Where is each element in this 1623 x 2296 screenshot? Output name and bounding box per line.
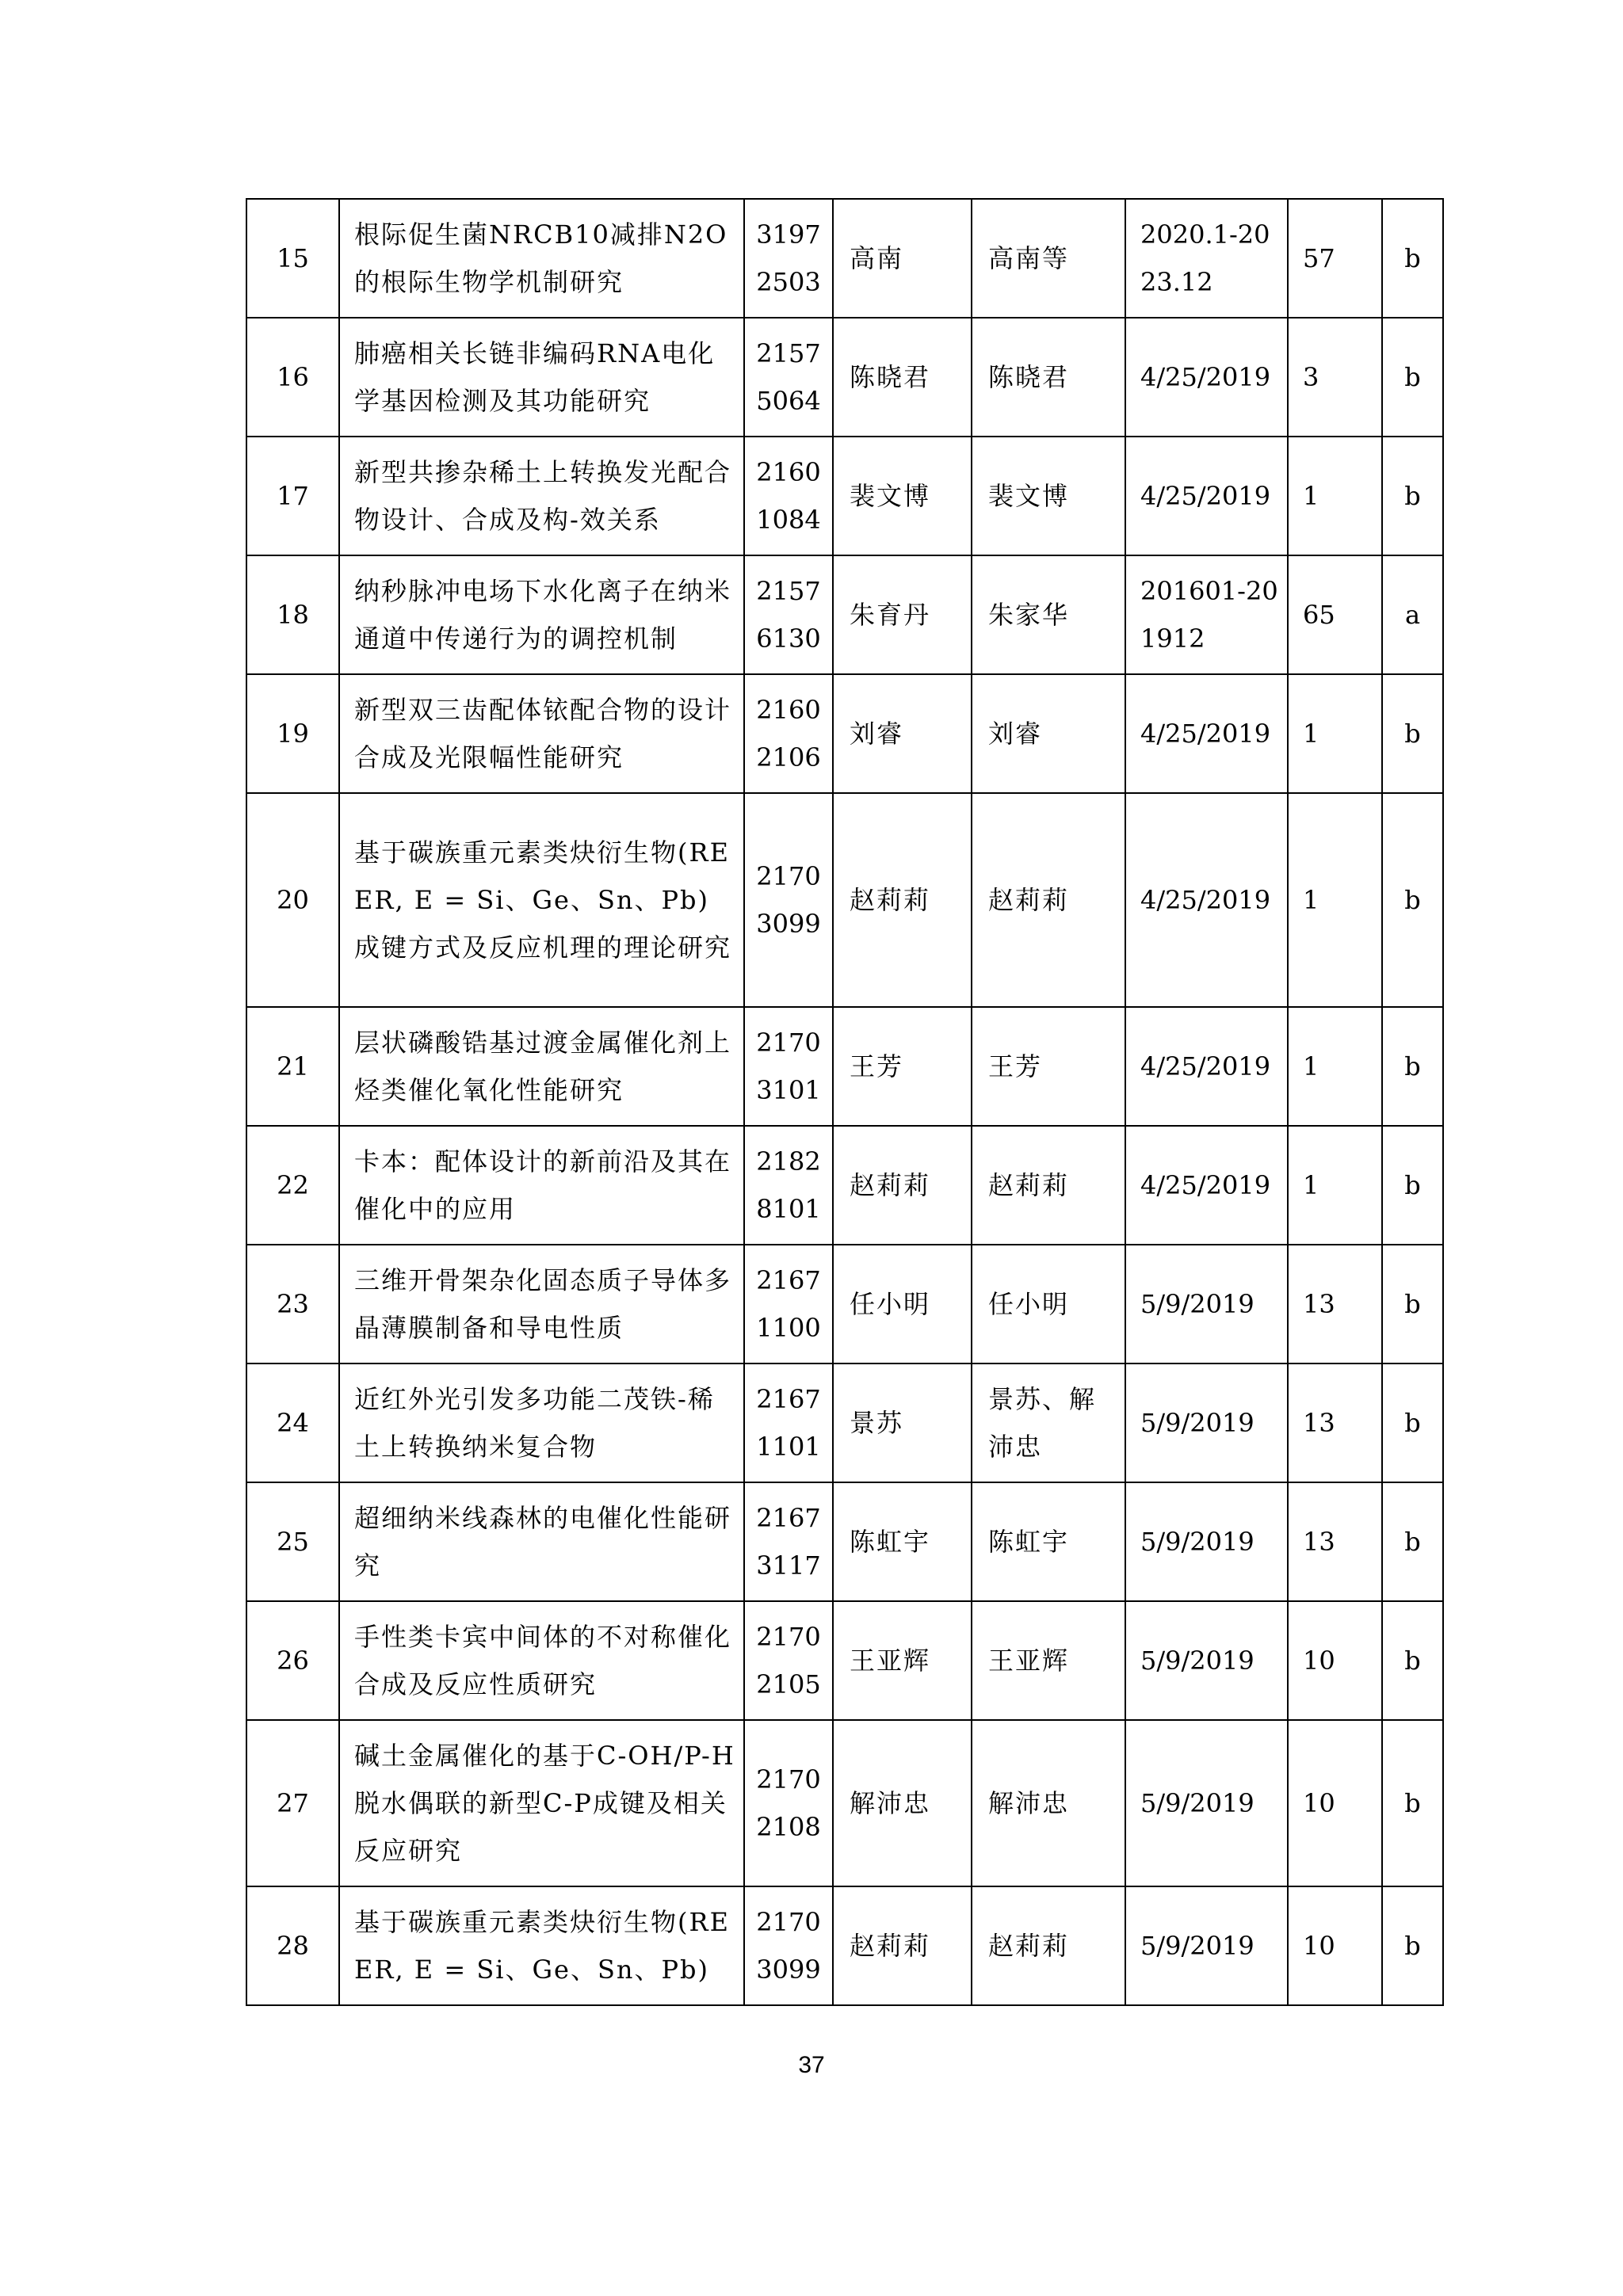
project-date: 4/25/2019 <box>1125 1007 1288 1126</box>
project-participants: 赵莉莉 <box>972 1126 1125 1245</box>
project-code: 21671101 <box>744 1363 833 1482</box>
project-code: 21673117 <box>744 1482 833 1601</box>
project-host: 赵莉莉 <box>833 793 972 1007</box>
project-date: 4/25/2019 <box>1125 1126 1288 1245</box>
project-class: b <box>1382 674 1443 793</box>
project-amount: 1 <box>1288 1126 1382 1245</box>
project-participants: 陈虹宇 <box>972 1482 1125 1601</box>
table-row <box>246 1245 1443 1363</box>
project-title: 纳秒脉冲电场下水化离子在纳米通道中传递行为的调控机制 <box>339 555 744 674</box>
project-participants: 陈晓君 <box>972 318 1125 437</box>
project-class: b <box>1382 1007 1443 1126</box>
project-participants: 王芳 <box>972 1007 1125 1126</box>
project-title: 卡本：配体设计的新前沿及其在催化中的应用 <box>339 1126 744 1245</box>
project-amount: 10 <box>1288 1601 1382 1720</box>
project-host: 陈晓君 <box>833 318 972 437</box>
project-class: b <box>1382 1482 1443 1601</box>
project-amount: 1 <box>1288 437 1382 555</box>
project-participants: 解沛忠 <box>972 1720 1125 1886</box>
row-number: 25 <box>246 1482 339 1601</box>
project-date: 4/25/2019 <box>1125 318 1288 437</box>
project-class: b <box>1382 1245 1443 1363</box>
project-participants: 景苏、解沛忠 <box>972 1363 1125 1482</box>
project-table-body <box>246 199 1443 2005</box>
project-class: b <box>1382 437 1443 555</box>
project-amount: 13 <box>1288 1245 1382 1363</box>
project-amount: 10 <box>1288 1886 1382 2005</box>
row-number: 17 <box>246 437 339 555</box>
project-title: 手性类卡宾中间体的不对称催化合成及反应性质研究 <box>339 1601 744 1720</box>
project-date: 5/9/2019 <box>1125 1886 1288 2005</box>
project-date: 5/9/2019 <box>1125 1245 1288 1363</box>
project-amount: 10 <box>1288 1720 1382 1886</box>
project-amount: 1 <box>1288 793 1382 1007</box>
project-code: 21601084 <box>744 437 833 555</box>
project-participants: 王亚辉 <box>972 1601 1125 1720</box>
row-number: 27 <box>246 1720 339 1886</box>
project-class: b <box>1382 318 1443 437</box>
project-code: 21703099 <box>744 1886 833 2005</box>
project-class: b <box>1382 1601 1443 1720</box>
project-code: 21703099 <box>744 793 833 1007</box>
project-date: 4/25/2019 <box>1125 674 1288 793</box>
project-date: 4/25/2019 <box>1125 793 1288 1007</box>
project-code: 21828101 <box>744 1126 833 1245</box>
project-class: b <box>1382 1363 1443 1482</box>
project-date: 5/9/2019 <box>1125 1482 1288 1601</box>
table-row <box>246 555 1443 674</box>
project-host: 王亚辉 <box>833 1601 972 1720</box>
table-row <box>246 437 1443 555</box>
project-date: 201601-201912 <box>1125 555 1288 674</box>
project-host: 景苏 <box>833 1363 972 1482</box>
project-title: 层状磷酸锆基过渡金属催化剂上烃类催化氧化性能研究 <box>339 1007 744 1126</box>
table-row <box>246 1886 1443 2005</box>
project-host: 刘睿 <box>833 674 972 793</box>
project-table <box>246 198 1444 2006</box>
row-number: 22 <box>246 1126 339 1245</box>
row-number: 16 <box>246 318 339 437</box>
table-row <box>246 793 1443 1007</box>
project-date: 5/9/2019 <box>1125 1363 1288 1482</box>
project-title: 超细纳米线森林的电催化性能研究 <box>339 1482 744 1601</box>
project-title: 肺癌相关长链非编码RNA电化学基因检测及其功能研究 <box>339 318 744 437</box>
project-amount: 13 <box>1288 1363 1382 1482</box>
project-amount: 65 <box>1288 555 1382 674</box>
project-title: 根际促生菌NRCB10减排N2O的根际生物学机制研究 <box>339 199 744 318</box>
project-participants: 高南等 <box>972 199 1125 318</box>
project-code: 31972503 <box>744 199 833 318</box>
table-row <box>246 318 1443 437</box>
row-number: 21 <box>246 1007 339 1126</box>
table-row <box>246 1720 1443 1886</box>
project-date: 2020.1-2023.12 <box>1125 199 1288 318</box>
project-class: b <box>1382 199 1443 318</box>
project-title: 碱土金属催化的基于C-OH/P-H脱水偶联的新型C-P成键及相关反应研究 <box>339 1720 744 1886</box>
table-row <box>246 1126 1443 1245</box>
table-row <box>246 674 1443 793</box>
project-host: 高南 <box>833 199 972 318</box>
row-number: 28 <box>246 1886 339 2005</box>
project-code: 21602106 <box>744 674 833 793</box>
table-row <box>246 1007 1443 1126</box>
project-participants: 刘睿 <box>972 674 1125 793</box>
project-title: 近红外光引发多功能二茂铁-稀土上转换纳米复合物 <box>339 1363 744 1482</box>
project-title: 基于碳族重元素类炔衍生物(REER, E = Si、Ge、Sn、Pb)成键方式及反应机理的理论研究 <box>339 793 744 1007</box>
project-title: 新型双三齿配体铱配合物的设计合成及光限幅性能研究 <box>339 674 744 793</box>
project-code: 21576130 <box>744 555 833 674</box>
row-number: 18 <box>246 555 339 674</box>
project-date: 5/9/2019 <box>1125 1601 1288 1720</box>
project-host: 裴文博 <box>833 437 972 555</box>
project-host: 赵莉莉 <box>833 1126 972 1245</box>
project-class: a <box>1382 555 1443 674</box>
row-number: 26 <box>246 1601 339 1720</box>
project-participants: 裴文博 <box>972 437 1125 555</box>
project-code: 21575064 <box>744 318 833 437</box>
project-title: 新型共掺杂稀土上转换发光配合物设计、合成及构-效关系 <box>339 437 744 555</box>
project-code: 21702108 <box>744 1720 833 1886</box>
project-class: b <box>1382 793 1443 1007</box>
project-date: 4/25/2019 <box>1125 437 1288 555</box>
project-host: 朱育丹 <box>833 555 972 674</box>
project-amount: 13 <box>1288 1482 1382 1601</box>
project-title: 基于碳族重元素类炔衍生物(REER, E = Si、Ge、Sn、Pb) <box>339 1886 744 2005</box>
project-amount: 1 <box>1288 674 1382 793</box>
project-host: 赵莉莉 <box>833 1886 972 2005</box>
row-number: 23 <box>246 1245 339 1363</box>
project-participants: 任小明 <box>972 1245 1125 1363</box>
project-participants: 赵莉莉 <box>972 1886 1125 2005</box>
project-amount: 57 <box>1288 199 1382 318</box>
project-amount: 1 <box>1288 1007 1382 1126</box>
project-host: 解沛忠 <box>833 1720 972 1886</box>
page-number: 37 <box>798 2052 825 2078</box>
row-number: 20 <box>246 793 339 1007</box>
project-participants: 赵莉莉 <box>972 793 1125 1007</box>
row-number: 24 <box>246 1363 339 1482</box>
project-class: b <box>1382 1126 1443 1245</box>
project-host: 王芳 <box>833 1007 972 1126</box>
project-participants: 朱家华 <box>972 555 1125 674</box>
table-row <box>246 199 1443 318</box>
row-number: 19 <box>246 674 339 793</box>
project-code: 21702105 <box>744 1601 833 1720</box>
project-table-container <box>246 198 1442 2006</box>
project-title: 三维开骨架杂化固态质子导体多晶薄膜制备和导电性质 <box>339 1245 744 1363</box>
project-amount: 3 <box>1288 318 1382 437</box>
project-code: 21671100 <box>744 1245 833 1363</box>
table-row <box>246 1601 1443 1720</box>
table-row <box>246 1482 1443 1601</box>
project-class: b <box>1382 1886 1443 2005</box>
project-host: 任小明 <box>833 1245 972 1363</box>
project-class: b <box>1382 1720 1443 1886</box>
row-number: 15 <box>246 199 339 318</box>
table-row <box>246 1363 1443 1482</box>
project-code: 21703101 <box>744 1007 833 1126</box>
project-date: 5/9/2019 <box>1125 1720 1288 1886</box>
project-host: 陈虹宇 <box>833 1482 972 1601</box>
